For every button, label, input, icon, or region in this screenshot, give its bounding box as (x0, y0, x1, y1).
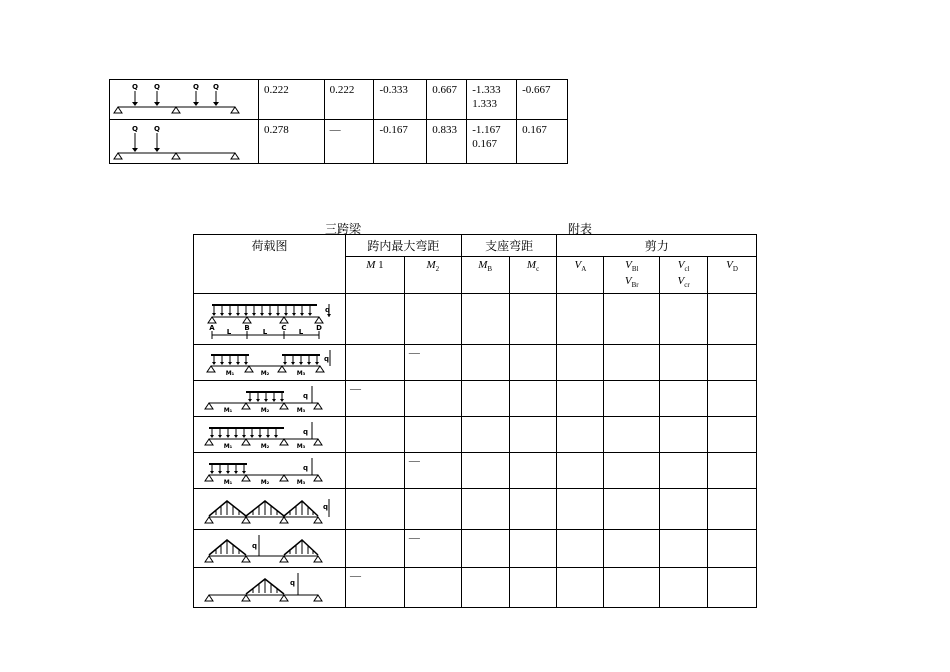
svg-text:Q: Q (132, 83, 138, 91)
svg-text:B: B (244, 324, 250, 333)
cell (604, 345, 660, 381)
cell (461, 453, 509, 489)
cell-m1 (346, 453, 405, 489)
header-support-moment: 支座弯距 (461, 235, 557, 257)
cell (509, 417, 557, 453)
cell-m1 (346, 489, 405, 530)
svg-text:q: q (303, 464, 309, 473)
cell (660, 568, 708, 608)
header-shear: 剪力 (557, 235, 757, 257)
svg-text:q: q (325, 306, 331, 315)
cell (557, 294, 604, 345)
cell-m2: — (404, 345, 461, 381)
cell (708, 453, 757, 489)
cell (660, 453, 708, 489)
three-span-appendix-table (193, 234, 757, 608)
subheader-mc: $M_c$ (509, 257, 557, 294)
cell (604, 381, 660, 417)
svg-text:q: q (290, 579, 296, 588)
cell (461, 381, 509, 417)
svg-text:M₃: M₃ (296, 407, 306, 415)
cell-m2 (404, 417, 461, 453)
svg-text:Q: Q (132, 125, 138, 133)
cell (509, 568, 557, 608)
cell (557, 417, 604, 453)
svg-text:M₂: M₂ (260, 479, 270, 487)
cell (604, 530, 660, 568)
cell: 0.222 (259, 80, 325, 120)
cell (557, 453, 604, 489)
svg-text:L: L (262, 328, 268, 337)
cell (461, 345, 509, 381)
cell (557, 345, 604, 381)
cell (660, 294, 708, 345)
cell (708, 489, 757, 530)
table-row (110, 120, 568, 164)
cell (557, 381, 604, 417)
cell: -0.167 (374, 120, 427, 164)
span-1-uniform-load-diagram (194, 453, 345, 488)
caption-three-span-beam: 三跨梁 (325, 222, 362, 236)
svg-text:L: L (226, 328, 232, 337)
cell: -0.333 (374, 80, 427, 120)
svg-text:q: q (303, 428, 309, 437)
table-row (194, 294, 757, 345)
cell (708, 417, 757, 453)
cell: 0.833 (427, 120, 467, 164)
cell (708, 345, 757, 381)
table-row (194, 489, 757, 530)
cell-m2 (404, 568, 461, 608)
three-span-full-uniform-load-diagram (194, 294, 345, 344)
cell-m1 (346, 530, 405, 568)
table-row (194, 345, 757, 381)
two-span-coefficient-table (109, 79, 568, 164)
svg-text:M₂: M₂ (260, 407, 270, 415)
cell-m1 (346, 417, 405, 453)
cell (509, 381, 557, 417)
cell (461, 568, 509, 608)
cell (708, 381, 757, 417)
cell (557, 568, 604, 608)
cell (557, 530, 604, 568)
two-span-two-point-load-diagram (110, 120, 258, 162)
load-diagram-cell (194, 530, 346, 568)
cell: 0.222 (324, 80, 374, 120)
svg-text:M₁: M₁ (225, 370, 235, 378)
cell (509, 294, 557, 345)
header-load-diagram: 荷载图 (194, 235, 346, 294)
cell-m2: — (404, 530, 461, 568)
svg-text:M₂: M₂ (260, 370, 270, 378)
cell-m1: — (346, 568, 405, 608)
svg-text:q: q (252, 542, 258, 551)
svg-text:Q: Q (213, 83, 219, 91)
subheader-m1: M 1 (346, 257, 405, 294)
svg-text:Q: Q (154, 83, 160, 91)
svg-text:Q: Q (154, 125, 160, 133)
subheader-vc: $V_{cl}$ $V_{cr}$ (660, 257, 708, 294)
cell-m2 (404, 489, 461, 530)
header-span-moment: 跨内最大弯距 (346, 235, 462, 257)
load-diagram-cell (194, 568, 346, 608)
svg-text:A: A (209, 324, 215, 333)
three-span-triangular-load-diagram (194, 489, 345, 529)
table-row (194, 568, 757, 608)
subheader-vb: $V_{Bl}$ $V_{Br}$ (604, 257, 660, 294)
cell (660, 345, 708, 381)
caption-appendix: 附表 (568, 222, 593, 236)
svg-text:D: D (316, 324, 322, 333)
svg-text:M₁: M₁ (223, 479, 233, 487)
cell: -1.167 0.167 (467, 120, 517, 164)
spans-1-3-triangular-load-diagram (194, 530, 345, 567)
subheader-vd: $V_D$ (708, 257, 757, 294)
svg-text:L: L (298, 328, 304, 337)
cell (461, 530, 509, 568)
subheader-m2: $M_2$ (404, 257, 461, 294)
cell (604, 294, 660, 345)
cell-m1 (346, 294, 405, 345)
cell (461, 294, 509, 345)
svg-text:q: q (303, 392, 309, 401)
table-row (194, 417, 757, 453)
svg-text:M₃: M₃ (296, 443, 306, 451)
middle-span-uniform-load-diagram (194, 381, 345, 416)
cell-m2 (404, 381, 461, 417)
svg-text:q: q (323, 503, 329, 512)
cell: — (324, 120, 374, 164)
table-row (194, 530, 757, 568)
load-diagram-cell (194, 417, 346, 453)
cell (708, 530, 757, 568)
load-diagram-cell (194, 453, 346, 489)
cell (509, 453, 557, 489)
cell (509, 489, 557, 530)
svg-text:M₃: M₃ (296, 370, 306, 378)
cell (604, 417, 660, 453)
cell: -1.333 1.333 (467, 80, 517, 120)
cell (604, 489, 660, 530)
cell (660, 417, 708, 453)
cell (509, 530, 557, 568)
cell: 0.278 (259, 120, 325, 164)
cell (660, 381, 708, 417)
cell (604, 453, 660, 489)
svg-text:Q: Q (193, 83, 199, 91)
spans-1-3-uniform-load-diagram (194, 345, 345, 380)
cell (557, 489, 604, 530)
two-span-four-point-load-diagram (110, 80, 258, 118)
spans-1-2-uniform-load-diagram (194, 417, 345, 452)
svg-text:C: C (281, 324, 287, 333)
cell (509, 345, 557, 381)
cell (660, 489, 708, 530)
cell: 0.167 (517, 120, 568, 164)
table-row (194, 453, 757, 489)
svg-text:M₂: M₂ (260, 443, 270, 451)
cell: -0.667 (517, 80, 568, 120)
cell-m2: — (404, 453, 461, 489)
load-diagram-cell (110, 120, 259, 164)
header-row (194, 235, 757, 257)
subheader-va: $V_A$ (557, 257, 604, 294)
table-row (194, 381, 757, 417)
cell (461, 417, 509, 453)
cell (461, 489, 509, 530)
load-diagram-cell (194, 381, 346, 417)
cell (660, 530, 708, 568)
load-diagram-cell (194, 294, 346, 345)
svg-text:M₁: M₁ (223, 407, 233, 415)
load-diagram-cell (110, 80, 259, 120)
cell-m1: — (346, 381, 405, 417)
cell (708, 294, 757, 345)
cell: 0.667 (427, 80, 467, 120)
svg-text:M₁: M₁ (223, 443, 233, 451)
cell (708, 568, 757, 608)
subheader-mb: $M_B$ (461, 257, 509, 294)
load-diagram-cell (194, 489, 346, 530)
cell-m1 (346, 345, 405, 381)
load-diagram-cell (194, 345, 346, 381)
svg-text:M₃: M₃ (296, 479, 306, 487)
middle-span-triangular-load-diagram (194, 568, 345, 607)
table-row (110, 80, 568, 120)
cell (604, 568, 660, 608)
cell-m2 (404, 294, 461, 345)
svg-text:q: q (324, 355, 330, 364)
